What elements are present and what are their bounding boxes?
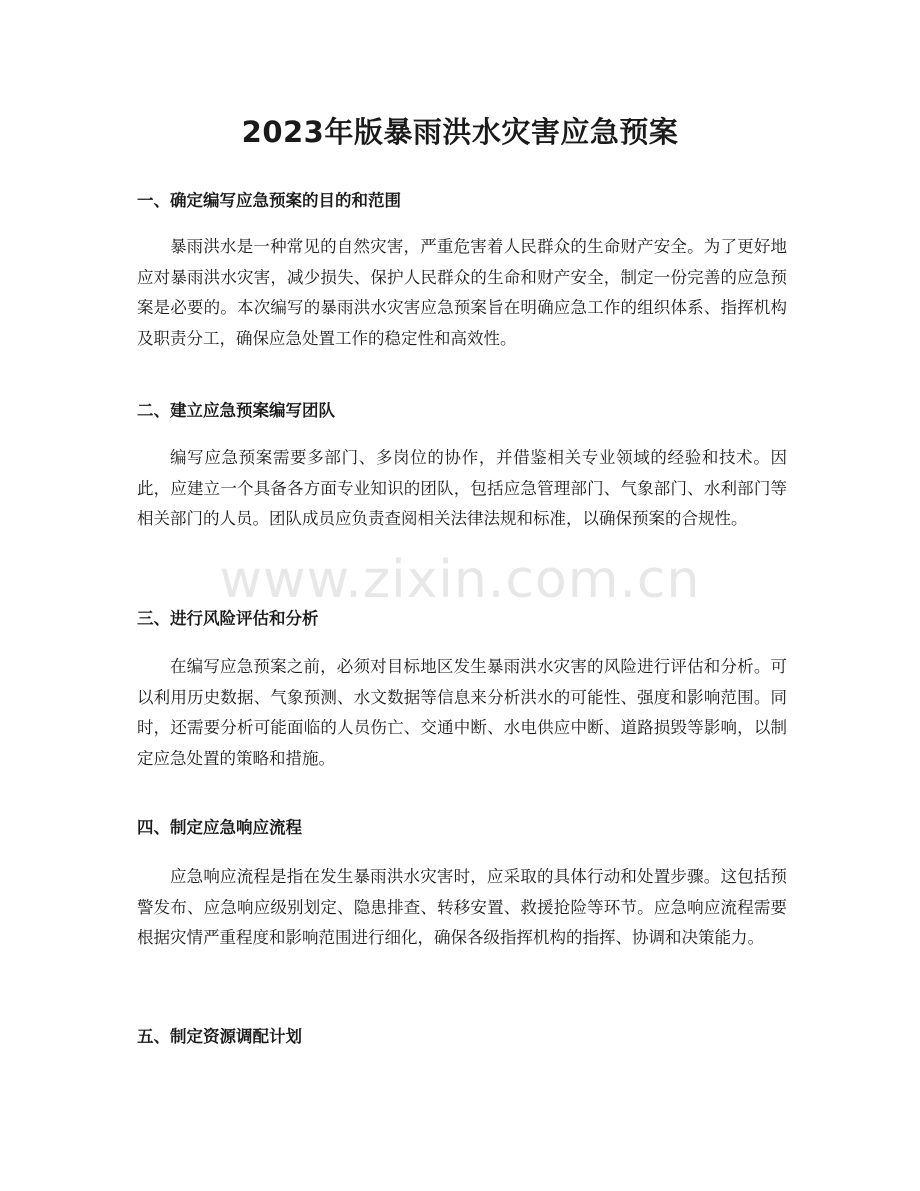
document-title: 2023年版暴雨洪水灾害应急预案 (241, 115, 679, 149)
section-1-heading: 一、确定编写应急预案的目的和范围 (137, 191, 401, 210)
section-4-heading: 四、制定应急响应流程 (137, 818, 302, 837)
section-3-heading: 三、进行风险评估和分析 (137, 609, 319, 628)
section-5-heading: 五、制定资源调配计划 (137, 1027, 302, 1046)
section-4-paragraph: 应急响应流程是指在发生暴雨洪水灾害时，应采取的具体行动和处置步骤。这包括预警发布、应急响应级别划定、隐患排查、转移安置、救援抢险等环节。应急响应流程需要根据灾情严重程度和影响范围进行细化，确保各级指挥机构的指挥、协调和决策能力。 (137, 867, 787, 947)
section-2-heading: 二、建立应急预案编写团队 (137, 401, 335, 420)
section-3-paragraph: 在编写应急预案之前，必须对目标地区发生暴雨洪水灾害的风险进行评估和分析。可以利用历史数据、气象预测、水文数据等信息来分析洪水的可能性、强度和影响范围。同时，还需要分析可能面临的人员伤亡、交通中断、水电供应中断、道路损毁等影响，以制定应急处置的策略和措施。 (137, 657, 787, 768)
watermark: www.zixin.com.cn (219, 550, 701, 610)
section-2-paragraph: 编写应急预案需要多部门、多岗位的协作，并借鉴相关专业领域的经验和技术。因此，应建立一个具备各方面专业知识的团队，包括应急管理部门、气象部门、水利部门等相关部门的人员。团队成员应负责查阅相关法律法规和标准，以确保预案的合规性。 (137, 448, 787, 528)
section-1-paragraph: 暴雨洪水是一种常见的自然灾害，严重危害着人民群众的生命财产安全。为了更好地应对暴雨洪水灾害，减少损失、保护人民群众的生命和财产安全，制定一份完善的应急预案是必要的。本次编写的暴雨洪水灾害应急预案旨在明确应急工作的组织体系、指挥机构及职责分工，确保应急处置工作的稳定性和高效性。 (137, 237, 787, 348)
